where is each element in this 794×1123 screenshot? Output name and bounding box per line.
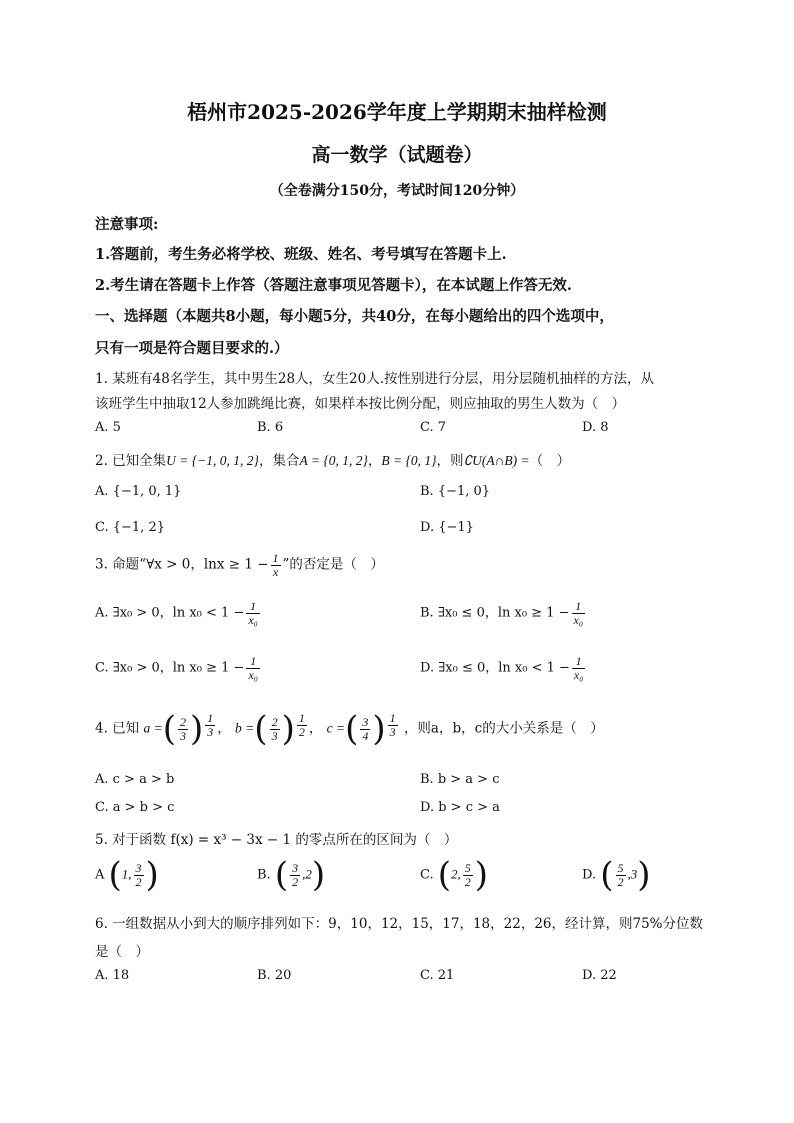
q2-pre: 2. 已知全集 xyxy=(95,453,167,469)
q2-option-a: A. {−1, 0, 1} xyxy=(95,484,182,499)
q4-stem: 4. 已知 a =( $\frac{2}{3}$ ) $\frac{1}{3}$ ， b =( $\frac{2}{3}$ ) $\frac{1}{2}$ ， c =( $\frac{3}{4}$ ) $\frac{1}{3}$ ，则a，b，c的大小关系是（ ） xyxy=(95,709,604,749)
q1-option-a: A. 5 xyxy=(95,420,121,435)
q2-post: （ ） xyxy=(529,453,571,469)
notice-heading: 注意事项: xyxy=(95,216,159,233)
q2-mid1: ，集合 xyxy=(258,453,300,469)
q2-set-a: A = {0, 1, 2} xyxy=(299,453,368,468)
exam-note: （全卷满分150分，考试时间120分钟） xyxy=(269,183,525,199)
q5-stem: 5. 对于函数 f(x) = x³ − 3x − 1 的零点所在的区间为（ ） xyxy=(95,832,458,848)
q4-option-c: C. a > b > c xyxy=(95,800,175,815)
q2-set-b: B = {0, 1} xyxy=(381,453,437,468)
q6-option-c: C. 21 xyxy=(420,968,455,983)
q6-option-d: D. 22 xyxy=(582,968,617,983)
q3-option-d: D. ∃x₀ ≤ 0，ln x₀ < 1 − $\frac{1}{\text{x₀}}$ xyxy=(420,654,584,682)
notice-item-2: 2.考生请在答题卡上作答（答题注意事项见答题卡），在本试题上作答无效. xyxy=(95,277,572,294)
q6-line1: 6. 一组数据从小到大的顺序排列如下：9，10，12，15，17，18，22，26，经计算，则75%分位数 xyxy=(95,916,704,932)
q2-set-u: U = {−1, 0, 1, 2} xyxy=(166,453,259,468)
q6-option-b: B. 20 xyxy=(257,968,292,983)
q3-option-a: A. ∃x₀ > 0，ln x₀ < 1 − $\frac{1}{\text{x₀}}$ xyxy=(95,599,258,627)
q3-stem xyxy=(95,552,384,578)
q2-option-c: C. {−1, 2} xyxy=(95,520,165,535)
q5-option-c: C. (2, $\frac{5}{2}$ ) xyxy=(420,855,489,895)
q2-expr: ∁U(A∩B) = xyxy=(463,453,530,468)
q4-option-d: D. b > c > a xyxy=(420,800,500,815)
q1-option-c: C. 7 xyxy=(420,420,447,435)
q1-line1: 1. 某班有48名学生，其中男生28人，女生20人.按性别进行分层，用分层随机抽样的方法，从 xyxy=(95,371,654,387)
exam-title: 梧州市2025-2026学年度上学期期末抽样检测 xyxy=(187,100,607,124)
section-heading-line1: 一、选择题（本题共8小题，每小题5分，共40分，在每小题给出的四个选项中， xyxy=(95,308,614,325)
q4-option-b: B. b > a > c xyxy=(420,772,500,787)
q3-pre: 3. 命题“∀x > 0，lnx ≥ 1 − xyxy=(95,556,269,573)
notice-item-1: 1.答题前，考生务必将学校、班级、姓名、考号填写在答题卡上. xyxy=(95,246,507,263)
q1-option-d: D. 8 xyxy=(582,420,609,435)
q6-option-a: A. 18 xyxy=(95,968,130,983)
q2-mid2: ，则 xyxy=(436,453,464,469)
exam-subtitle: 高一数学（试题卷） xyxy=(311,144,483,166)
q4-option-a: A. c > a > b xyxy=(95,772,175,787)
q5-option-d: D. ( $\frac{5}{2}$ ,3) xyxy=(582,855,651,895)
q3-fraction: $\frac{1}{x}$ xyxy=(272,551,279,579)
q5-option-a: A (1, $\frac{3}{2}$ ) xyxy=(95,855,159,895)
q1-option-b: B. 6 xyxy=(257,420,284,435)
q6-line2: 是（ ） xyxy=(95,944,149,960)
q4-pre: 4. 已知 xyxy=(95,720,140,737)
q2-option-b: B. {−1, 0} xyxy=(420,484,491,499)
q2-option-d: D. {−1} xyxy=(420,520,474,535)
q5-option-b: B. ( $\frac{3}{2}$ ,2) xyxy=(257,855,326,895)
q2-stem: 2. 已知全集U = {−1, 0, 1, 2}，集合A = {0, 1, 2}，B = {0, 1}，则∁U(A∩B) =（ ） xyxy=(95,453,571,469)
q3-option-c: C. ∃x₀ > 0，ln x₀ ≥ 1 − $\frac{1}{\text{x₀}}$ xyxy=(95,654,258,682)
q3-post: ”的否定是（ ） xyxy=(282,556,384,573)
q4-post: ，则a，b，c的大小关系是（ ） xyxy=(403,720,604,737)
q3-option-b: B. ∃x₀ ≤ 0，ln x₀ ≥ 1 − $\frac{1}{\text{x₀}}$ xyxy=(420,599,584,627)
section-heading-line2: 只有一项是符合题目要求的.） xyxy=(95,340,289,357)
q1-line2: 该班学生中抽取12人参加跳绳比赛，如果样本按比例分配，则应抽取的男生人数为（ ） xyxy=(95,396,626,412)
